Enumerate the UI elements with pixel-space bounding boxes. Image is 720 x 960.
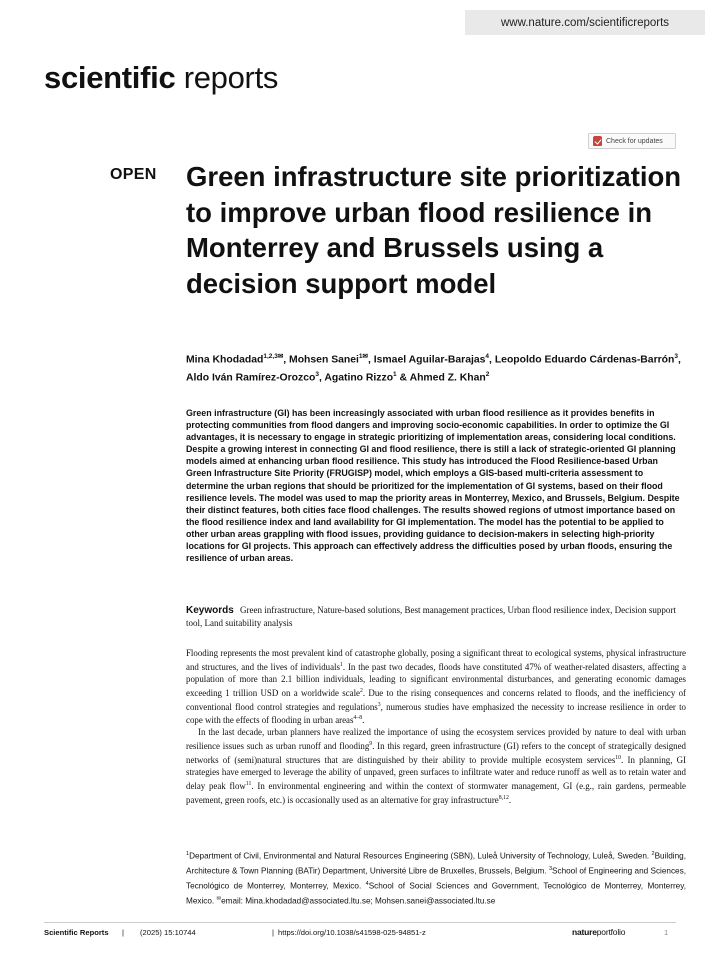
keywords	[186, 604, 686, 630]
text-run: email: Mina.khodadad@associated.ltu.se; Mohsen.sanei@associated.ltu.se	[221, 896, 496, 906]
reference-superscript[interactable]: 4	[365, 880, 369, 887]
doi-link[interactable]: https://doi.org/10.1038/s41598-025-94851-z	[278, 928, 426, 937]
author-affiliation-marker: 1,2,3✉	[263, 353, 284, 360]
author-affiliation-marker: 3	[674, 353, 678, 360]
publisher-logo	[572, 927, 625, 937]
author-affiliation-marker: 1	[393, 370, 397, 378]
page-number: 1	[664, 928, 669, 937]
text-run: . In planning, GI strategies have emerged to leverage the ability of unpaved, green surfaces to infiltrate water and reduce runoff as well as to retain water and delay peak flow	[186, 755, 686, 791]
footer-separator: |	[272, 928, 274, 937]
open-access-label: OPEN	[110, 166, 157, 183]
text-run: . In this regard, green infrastructure (GI) refers to the concept of strategically designed networks of (semi)natural structures that are distinguished by their ability to provide multiple ecosystem services	[186, 741, 686, 766]
journal-logo-light: reports	[175, 60, 279, 95]
text-run: School of Engineering and Sciences, Tecnológico de Monterrey, Monterrey, Mexico.	[186, 866, 686, 891]
page-footer	[44, 928, 676, 942]
reference-superscript[interactable]: 11	[245, 780, 252, 787]
keywords-list: Green infrastructure, Nature-based solutions, Best management practices, Urban flood resilience index, Decision support tool, Land suitability analysis	[186, 605, 676, 628]
text-run: , numerous studies have emphasized the necessity to increase resilience in order to cope with the effects of flooding in urban areas	[186, 701, 686, 726]
author-affiliation-marker: 1✉	[358, 353, 368, 360]
author-name[interactable]: Mina Khodadad	[186, 354, 264, 366]
publisher-logo-bold: nature	[572, 927, 597, 937]
text-run: Flooding represents the most prevalent kind of catastrophe globally, posing a significant threat to ecological systems, physical infrastructure and structures, and the lives of individuals	[186, 648, 686, 672]
footer-year-volume: (2025) 15:10744	[140, 928, 196, 937]
reference-superscript[interactable]: 1	[186, 851, 190, 857]
author-name[interactable]: Ahmed Z. Khan	[409, 372, 486, 384]
reference-superscript[interactable]: 10	[615, 755, 622, 762]
reference-superscript[interactable]: 1	[339, 661, 343, 668]
author-separator: &	[396, 372, 410, 384]
author-name[interactable]: Mohsen Sanei	[289, 354, 359, 366]
author-name[interactable]: Aldo Iván Ramírez-Orozco	[186, 372, 316, 384]
author-list	[186, 350, 686, 386]
abstract: Green infrastructure (GI) has been increasingly associated with urban flood resilience as it provides benefits in protecting communities from flood dangers and improving socio-economic capabilities. In order to optimize the GI advantages, it is necessary to engage in strategic prioritizing of implementation areas, considering local conditions. Despite a growing interest in connecting GI and flood resilience, there is still a lack of strategic-oriented GI planning models aimed at enhancing urban flood resilience. This study has introduced the Flood Resilience-based Urban Green Infrastructure Site Priority (FRUGISP) model, which employs a GIS-based multi-criteria assessment to determine the urban regions that should be prioritized for the implementation of GI systems, based on their flood resilience levels. The model was used to map the priority areas in Monterrey, Mexico, and Brussels, Belgium. Despite their distinct features, both cities face flood challenges. The results showed regions of utmost importance based on the flood resilience index and land availability for GI implementation. The model has the potential to be applied to other urban areas grappling with flood issues, providing guidance to decision-makers in selecting high-priority locations for GI projects. This approach can effectively address the difficulties posed by urban floods, ensuring the resilience of urban areas.	[186, 408, 680, 564]
text-run: . In environmental engineering and within the context of stormwater management, GI (e.g., rain gardens, permeable pavement, green roofs, etc.) is occasionally used as an alternative for gray infrastructure	[186, 780, 686, 805]
journal-url-tab[interactable]: www.nature.com/scientificreports	[465, 10, 705, 35]
footer-separator: |	[122, 928, 124, 937]
reference-superscript[interactable]: 2	[359, 687, 363, 694]
affiliations	[186, 848, 686, 908]
reference-superscript[interactable]: 8,12	[498, 794, 509, 801]
author-name[interactable]: Leopoldo Eduardo Cárdenas-Barrón	[494, 354, 675, 366]
text-run: Department of Civil, Environmental and Natural Resources Engineering (SBN), Luleå University of Technology, Luleå, Sweden.	[189, 851, 652, 861]
bookmark-check-icon	[593, 136, 602, 146]
keywords-label: Keywords	[186, 605, 234, 616]
reference-superscript[interactable]: 3	[548, 865, 553, 872]
reference-superscript[interactable]: 3	[377, 701, 381, 708]
author-name[interactable]: Agatino Rizzo	[324, 372, 394, 384]
body-paragraph-1	[186, 648, 686, 727]
author-separator: ,	[367, 354, 374, 366]
text-run: .	[362, 715, 365, 726]
footer-journal: Scientific Reports	[44, 928, 109, 937]
text-run: .	[508, 794, 512, 805]
text-run: In the last decade, urban planners have realized the importance of using the ecosystem services provided by nature to deal with urban resilience issues such as urban runoff and flooding	[186, 727, 686, 752]
journal-logo	[44, 60, 278, 96]
text-run: . Due to the rising consequences and concerns related to floods, and the inefficiency of conventional flood control strategies and regulations	[186, 687, 686, 712]
text-run: . In the past two decades, floods have constituted 47% of weather-related disasters, affecting a population of more than 2.1 billion individuals, leading to significant environmental disturbances, and generating economic damages exceeding 1 trillion USD on a worldwide scale	[186, 661, 687, 698]
body-text	[186, 648, 686, 807]
check-for-updates-button[interactable]	[588, 133, 676, 149]
journal-logo-bold: scientific	[44, 60, 176, 95]
author-separator: ,	[678, 354, 681, 366]
text-run: School of Social Sciences and Government, Tecnológico de Monterrey, Monterrey, Mexico.	[186, 881, 686, 906]
author-separator: ,	[283, 354, 290, 366]
author-affiliation-marker: 2	[485, 370, 490, 378]
text-run: Building, Architecture & Town Planning (BATir) Department, Université Libre de Bruxelles, Brussels, Belgium.	[186, 851, 686, 876]
author-affiliation-marker: 3	[315, 370, 319, 378]
reference-superscript[interactable]: 4–8	[353, 715, 363, 722]
reference-superscript[interactable]: 9	[369, 741, 373, 748]
article-title: Green infrastructure site prioritization to improve urban flood resilience in Monterrey and Brussels using a decision support model	[186, 161, 682, 299]
author-separator: ,	[489, 354, 495, 366]
reference-superscript[interactable]: 2	[651, 851, 655, 857]
body-paragraph-2	[186, 727, 686, 806]
author-separator: ,	[318, 372, 325, 384]
footer-divider	[44, 922, 676, 923]
publisher-logo-light: portfolio	[596, 927, 626, 937]
reference-superscript[interactable]: ✉	[216, 895, 222, 902]
author-name[interactable]: Ismael Aguilar-Barajas	[373, 354, 486, 366]
author-affiliation-marker: 4	[485, 353, 490, 360]
check-for-updates-label: Check for updates	[606, 137, 663, 145]
